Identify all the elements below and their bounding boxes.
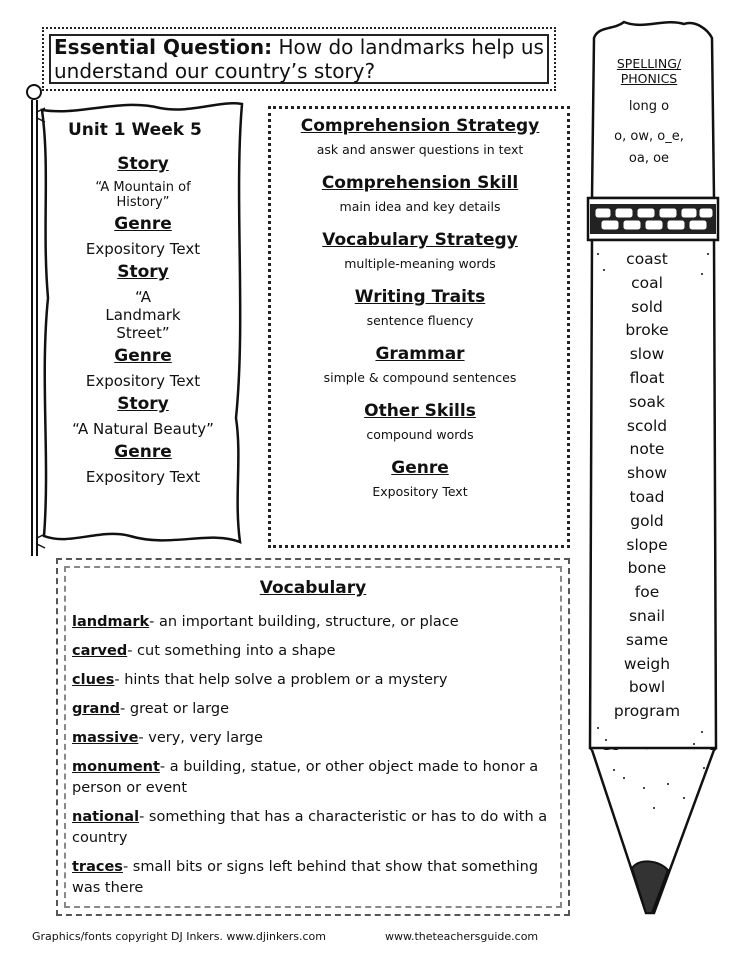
- story-heading: Story: [117, 154, 169, 174]
- spelling-word: bowl: [628, 678, 666, 697]
- vocabulary-definition: - an important building, structure, or place: [149, 614, 459, 630]
- spelling-word-list: [604, 248, 690, 724]
- story-heading: Story: [117, 394, 169, 414]
- spelling-word: broke: [625, 321, 669, 340]
- spelling-word: slow: [629, 345, 665, 364]
- vocabulary-item: [72, 641, 562, 662]
- spelling-word: soak: [628, 392, 666, 411]
- spelling-word: same: [625, 630, 669, 649]
- spelling-word: gold: [630, 511, 664, 530]
- unit-title: Unit 1 Week 5: [68, 120, 202, 140]
- vocabulary-item: [72, 670, 562, 691]
- spelling-word: note: [629, 440, 665, 459]
- skill-heading: Grammar: [375, 344, 465, 364]
- essential-question-line1: How do landmarks help us: [272, 35, 544, 59]
- spelling-word: foe: [634, 583, 660, 602]
- vocabulary-item: [72, 699, 562, 720]
- vocabulary-item: [72, 807, 562, 849]
- genre-heading: Genre: [114, 346, 172, 366]
- genre-heading: Genre: [114, 214, 172, 234]
- vocabulary-term: monument: [72, 759, 160, 775]
- spelling-pattern: long o: [628, 99, 670, 114]
- skill-heading: Comprehension Strategy: [300, 116, 540, 136]
- spelling-heading: [604, 56, 694, 86]
- vocabulary-item: [72, 857, 562, 899]
- vocabulary-definition: - small bits or signs left behind that show that something was there: [72, 859, 539, 896]
- skills-list: [272, 116, 568, 515]
- story-heading: Story: [117, 262, 169, 282]
- spelling-word: scold: [626, 416, 668, 435]
- vocabulary-list: [72, 612, 562, 907]
- vocabulary-definition: - a building, statue, or other object made to honor a person or event: [72, 759, 539, 796]
- genre-text: Expository Text: [85, 240, 201, 258]
- skill-text: simple & compound sentences: [323, 370, 517, 385]
- skill-heading: Comprehension Skill: [321, 173, 519, 193]
- vocabulary-term: landmark: [72, 614, 150, 630]
- spelling-word: show: [626, 464, 668, 483]
- spelling-word: snail: [628, 606, 665, 625]
- vocabulary-term: clues: [72, 672, 115, 688]
- spelling-patterns-line1: o, ow, o_e,: [614, 129, 684, 144]
- skill-heading: Vocabulary Strategy: [322, 230, 518, 250]
- spelling-word: weigh: [623, 654, 671, 673]
- vocabulary-definition: - great or large: [120, 701, 230, 717]
- flag-content: [58, 120, 228, 490]
- vocabulary-definition: - very, very large: [138, 730, 263, 746]
- vocabulary-term: massive: [72, 730, 139, 746]
- skill-text: compound words: [366, 427, 474, 442]
- footer-copyright: Graphics/fonts copyright DJ Inkers. www.djinkers.com: [32, 930, 326, 943]
- genre-text: Expository Text: [85, 372, 201, 390]
- vocabulary-definition: - hints that help solve a problem or a mystery: [114, 672, 448, 688]
- story-title: “A Mountain of History”: [95, 180, 191, 210]
- vocabulary-definition: - cut something into a shape: [127, 643, 336, 659]
- skill-heading: Genre: [391, 458, 449, 478]
- vocabulary-item: [72, 757, 562, 799]
- skill-heading: Writing Traits: [354, 287, 486, 307]
- skill-text: ask and answer questions in text: [316, 142, 524, 157]
- skill-text: sentence fluency: [366, 313, 474, 328]
- genre-text: Expository Text: [85, 468, 201, 486]
- spelling-word: float: [629, 368, 665, 387]
- essential-question-label: Essential Question:: [54, 35, 273, 59]
- vocabulary-term: national: [72, 809, 140, 825]
- vocabulary-item: [72, 612, 562, 633]
- footer-website: www.theteachersguide.com: [385, 930, 539, 943]
- story-title: “A Landmark Street”: [105, 288, 181, 342]
- spelling-patterns-line2: oa, oe: [628, 151, 670, 166]
- vocabulary-term: grand: [72, 701, 121, 717]
- vocabulary-title: Vocabulary: [259, 578, 367, 598]
- spelling-word: coast: [626, 250, 668, 268]
- skill-heading: Other Skills: [364, 401, 476, 421]
- spelling-word: slope: [626, 535, 668, 554]
- vocabulary-item: [72, 728, 562, 749]
- skill-text: main idea and key details: [339, 199, 501, 214]
- spelling-word: program: [613, 702, 681, 721]
- story-title: “A Natural Beauty”: [72, 420, 214, 438]
- essential-question: [54, 35, 548, 83]
- skill-text: Expository Text: [372, 484, 468, 499]
- spelling-word: toad: [629, 487, 665, 506]
- vocabulary-term: traces: [72, 859, 123, 875]
- vocabulary-definition: - something that has a characteristic or has to do with a country: [72, 809, 548, 846]
- spelling-word: sold: [631, 297, 663, 316]
- spelling-word: coal: [631, 273, 663, 292]
- spelling-heading-line2: PHONICS: [620, 71, 678, 86]
- spelling-patterns: [604, 96, 694, 170]
- genre-heading: Genre: [114, 442, 172, 462]
- spelling-heading-line1: SPELLING/: [616, 56, 682, 71]
- vocabulary-term: carved: [72, 643, 128, 659]
- spelling-word: bone: [627, 559, 667, 578]
- skill-text: multiple-meaning words: [344, 256, 496, 271]
- essential-question-line2: understand our country’s story?: [54, 59, 376, 83]
